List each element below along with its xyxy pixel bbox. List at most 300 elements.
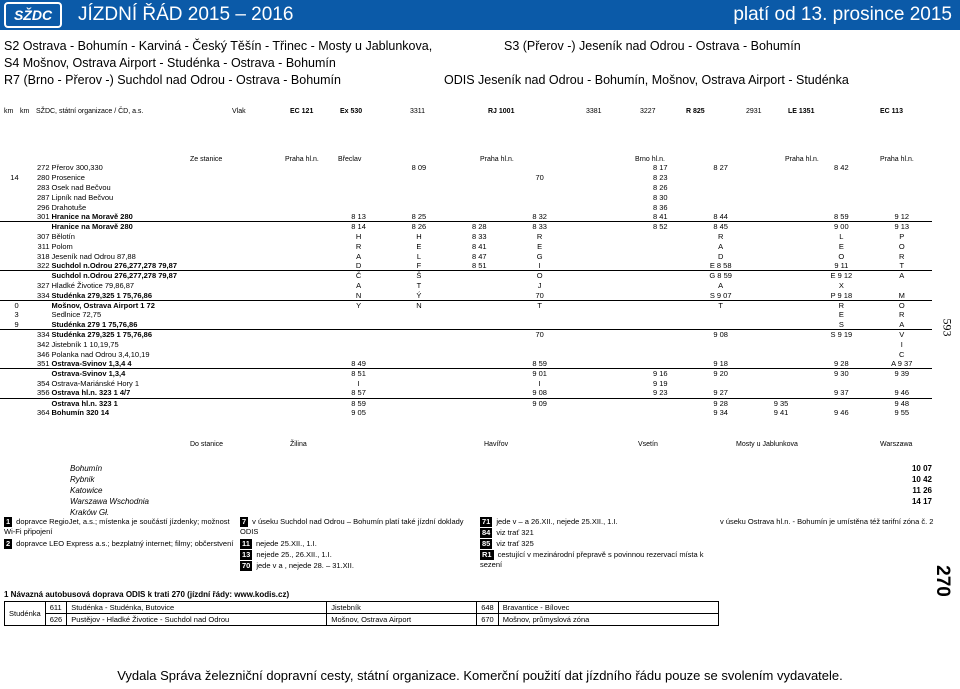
time-cell xyxy=(570,408,630,418)
time-cell xyxy=(449,173,509,183)
station-name: Hladké Životice 79,86,87 xyxy=(51,280,135,290)
km-cell xyxy=(0,369,20,379)
table-row xyxy=(0,281,932,291)
time-cell: Y xyxy=(356,300,362,310)
time-cell xyxy=(630,359,690,369)
time-cell: 8 33 xyxy=(532,222,547,232)
time-cell xyxy=(449,212,509,222)
time-cell xyxy=(449,290,509,300)
time-cell xyxy=(630,398,690,408)
time-cell: 9 18 xyxy=(713,359,728,369)
legend-item: 85 viz trať 325 xyxy=(482,539,534,548)
station-name: Studénka 279,325 1 75,76,86 xyxy=(51,290,153,300)
time-cell xyxy=(872,379,932,389)
km-cell xyxy=(0,349,20,359)
time-cell xyxy=(449,379,509,389)
km-cell xyxy=(20,398,51,408)
time-cell xyxy=(389,349,449,359)
km-cell xyxy=(0,232,20,242)
km-cell xyxy=(0,183,20,193)
km-cell: 3 xyxy=(14,310,19,320)
polish-time: 10 42 xyxy=(911,475,932,484)
time-cell xyxy=(751,330,811,340)
train-number: EC 113 xyxy=(880,108,903,115)
time-cell xyxy=(630,330,690,340)
time-cell xyxy=(389,339,449,349)
legend-item: 1 dopravce RegioJet, a.s.; místenka je součástí jízdenky; možnost Wi-Fi připojení xyxy=(4,517,230,536)
km-cell: 272 xyxy=(37,163,50,173)
bus-cell: Jistebník xyxy=(327,602,477,614)
szdc-logo: SŽDC xyxy=(4,2,62,28)
time-cell xyxy=(328,320,388,330)
time-cell xyxy=(328,192,388,202)
time-cell xyxy=(872,173,932,183)
time-cell: 8 09 xyxy=(411,163,427,173)
time-cell: E 8 58 xyxy=(709,261,732,271)
time-cell: N xyxy=(355,290,362,300)
time-cell xyxy=(690,339,750,349)
bus-cell: 648 xyxy=(477,602,499,614)
table-row xyxy=(0,241,932,251)
time-cell xyxy=(751,212,811,222)
time-cell xyxy=(690,320,750,330)
time-cell xyxy=(570,330,630,340)
time-cell: A xyxy=(899,319,905,329)
time-cell xyxy=(811,379,871,389)
time-cell: 8 33 xyxy=(471,231,487,241)
time-cell: L xyxy=(839,231,844,241)
km-cell: 307 xyxy=(37,231,50,241)
station-name: Lipník nad Bečvou xyxy=(51,192,114,202)
polish-station: Rybnik xyxy=(70,475,95,484)
time-cell: 9 28 xyxy=(713,398,728,408)
route-s2: S2 Ostrava - Bohumín - Karviná - Český Těšín - Třinec - Mosty u Jablunkova, xyxy=(4,39,433,53)
time-cell xyxy=(751,359,811,369)
time-cell xyxy=(570,388,630,398)
time-cell: O xyxy=(898,300,905,310)
bus-table xyxy=(4,601,719,626)
time-cell xyxy=(389,202,449,212)
time-cell: F xyxy=(416,261,422,271)
time-cell: 9 12 xyxy=(894,212,910,222)
table-row xyxy=(0,339,932,349)
time-cell: A xyxy=(899,271,905,281)
from-station: Praha hl.n. xyxy=(785,156,819,163)
table-row xyxy=(0,388,932,398)
km-cell xyxy=(0,261,20,271)
time-cell xyxy=(751,339,811,349)
from-label: Ze stanice xyxy=(190,156,223,163)
time-cell: P xyxy=(899,231,905,241)
time-cell xyxy=(690,173,750,183)
time-cell xyxy=(872,202,932,212)
legend-item: 71 jede v – a 26.XII., nejede 25.XII., 1.I. xyxy=(482,517,618,526)
time-cell xyxy=(751,202,811,212)
time-cell: 8 13 xyxy=(351,212,366,222)
time-cell xyxy=(389,408,449,418)
time-cell: 8 49 xyxy=(351,359,366,369)
station-name: Osek nad Bečvou xyxy=(51,182,111,192)
time-cell xyxy=(509,183,569,193)
time-cell: 8 59 xyxy=(834,212,849,222)
route-s4: S4 Mošnov, Ostrava Airport - Studénka - Ostrava - Bohumín xyxy=(4,56,336,70)
time-cell xyxy=(751,261,811,271)
time-cell: R xyxy=(355,241,362,251)
legend-item: 11 nejede 25.XII., 1.I. xyxy=(242,539,317,548)
train-number: Ex 530 xyxy=(340,108,363,115)
time-cell xyxy=(509,202,569,212)
time-cell: X xyxy=(838,280,844,290)
time-cell: R xyxy=(899,310,905,320)
time-cell xyxy=(570,359,630,369)
time-cell xyxy=(449,300,509,310)
time-cell xyxy=(389,173,449,183)
km-cell: 14 xyxy=(10,173,19,183)
train-label: Vlak xyxy=(232,108,246,115)
time-cell xyxy=(570,261,630,271)
time-cell xyxy=(449,320,509,330)
km-cell xyxy=(0,330,20,340)
time-cell: 9 19 xyxy=(653,378,668,388)
table-row xyxy=(0,379,932,389)
time-cell xyxy=(751,310,811,320)
km-cell: 283 xyxy=(37,182,50,192)
station-name: Bohumín 320 14 xyxy=(51,408,110,418)
time-cell xyxy=(690,349,750,359)
station-name: Jeseník nad Odrou 87,88 xyxy=(51,251,136,261)
station-name: Polom xyxy=(51,241,73,251)
time-cell: L xyxy=(416,251,422,261)
km-cell xyxy=(0,202,20,212)
km-cell: 311 xyxy=(37,241,50,251)
time-cell: J xyxy=(537,280,542,290)
km-cell xyxy=(0,398,20,408)
to-station: Žilina xyxy=(290,441,307,448)
time-cell: 9 13 xyxy=(894,222,910,232)
time-cell xyxy=(449,359,509,369)
time-cell xyxy=(570,349,630,359)
time-cell xyxy=(389,388,449,398)
time-cell: 8 45 xyxy=(713,222,728,232)
station-name: Drahotuše xyxy=(51,202,87,212)
time-cell: A xyxy=(356,251,362,261)
time-cell xyxy=(690,202,750,212)
time-cell xyxy=(690,192,750,202)
station-name: Bělotín xyxy=(51,231,75,241)
time-cell: R xyxy=(717,231,724,241)
from-station: Břeclav xyxy=(338,156,362,163)
time-cell xyxy=(389,310,449,320)
time-cell: 8 51 xyxy=(351,369,366,379)
time-cell: 9 28 xyxy=(834,359,849,369)
bus-station: Studénka xyxy=(5,602,46,626)
time-cell xyxy=(751,173,811,183)
time-cell xyxy=(449,408,509,418)
table-row xyxy=(0,222,932,232)
km2-label: km xyxy=(20,108,30,115)
km-cell xyxy=(20,271,51,281)
table-row xyxy=(0,349,932,359)
station-name: Jistebník 1 10,19,75 xyxy=(51,339,119,349)
km-cell xyxy=(0,241,20,251)
polish-station: Kraków Gł. xyxy=(70,508,110,517)
station-name: Suchdol n.Odrou 276,277,278 79,87 xyxy=(51,271,177,281)
station-name: Hranice na Moravě 280 xyxy=(51,222,133,232)
time-cell: P 9 18 xyxy=(830,290,853,300)
time-cell xyxy=(328,339,388,349)
time-cell xyxy=(449,310,509,320)
time-cell xyxy=(570,310,630,320)
time-cell xyxy=(570,202,630,212)
time-cell: E xyxy=(416,241,422,251)
time-cell xyxy=(509,349,569,359)
time-cell xyxy=(328,183,388,193)
time-cell xyxy=(389,369,449,379)
station-name: Mošnov, Ostrava Airport 1 72 xyxy=(51,300,155,310)
time-cell xyxy=(570,369,630,379)
km-label: km xyxy=(4,108,14,115)
time-cell xyxy=(570,251,630,261)
time-cell xyxy=(751,281,811,291)
time-cell xyxy=(449,330,509,340)
time-cell xyxy=(872,192,932,202)
time-cell: G xyxy=(536,251,543,261)
station-name: Ostrava hl.n. 323 1 4/7 xyxy=(51,388,131,398)
time-cell xyxy=(570,379,630,389)
time-cell: E xyxy=(537,241,543,251)
table-row xyxy=(0,251,932,261)
km-cell: 342 xyxy=(37,339,50,349)
time-cell xyxy=(690,379,750,389)
time-cell xyxy=(751,251,811,261)
train-number: EC 121 xyxy=(290,108,314,115)
km-cell xyxy=(0,359,20,369)
km-cell: 0 xyxy=(14,300,19,310)
time-cell: 8 36 xyxy=(653,202,668,212)
bus-cell: Studénka - Studénka, Butovice xyxy=(67,602,327,614)
legend-item: 7 v úseku Suchdol nad Odrou – Bohumín platí také jízdní doklady ODIS xyxy=(240,517,464,536)
station-name: Ostrava-Mariánské Hory 1 xyxy=(51,378,140,388)
time-cell xyxy=(630,408,690,418)
train-number: 3311 xyxy=(410,108,426,115)
time-cell: S 9 19 xyxy=(830,330,853,340)
time-cell: 9 16 xyxy=(653,369,668,379)
time-cell xyxy=(570,271,630,281)
time-cell xyxy=(570,212,630,222)
bus-note: 1 Návazná autobusová doprava ODIS k trati 270 (jízdní řády: www.kodis.cz) xyxy=(4,590,290,599)
time-cell xyxy=(509,320,569,330)
time-cell xyxy=(811,339,871,349)
time-cell xyxy=(630,271,690,281)
km-cell xyxy=(20,222,51,232)
table-row xyxy=(0,330,932,340)
time-cell: 70 xyxy=(535,290,544,300)
time-cell xyxy=(630,300,690,310)
table-row xyxy=(0,359,932,369)
time-cell: 9 48 xyxy=(894,398,910,408)
time-cell xyxy=(389,379,449,389)
time-cell: 9 08 xyxy=(532,388,547,398)
time-cell: I xyxy=(538,261,541,271)
time-cell: 9 11 xyxy=(834,261,849,271)
table-row xyxy=(0,369,932,379)
km-cell xyxy=(20,300,51,310)
top-bar xyxy=(0,0,960,30)
time-cell xyxy=(509,163,569,173)
time-cell xyxy=(630,241,690,251)
table-row xyxy=(0,212,932,222)
time-cell: 9 46 xyxy=(834,408,849,418)
time-cell: 9 46 xyxy=(894,388,910,398)
table-row xyxy=(0,398,932,408)
time-cell: Ý xyxy=(416,290,422,300)
time-cell xyxy=(389,183,449,193)
station-name: Prosenice xyxy=(51,173,85,183)
time-cell xyxy=(811,202,871,212)
time-cell xyxy=(449,202,509,212)
time-cell xyxy=(570,222,630,232)
time-cell xyxy=(751,163,811,173)
time-cell: T xyxy=(899,261,905,271)
station-name: Ostrava-Svinov 1,3,4 4 xyxy=(51,359,132,369)
to-label: Do stanice xyxy=(190,441,224,448)
time-cell: 8 28 xyxy=(471,222,487,232)
time-cell xyxy=(751,222,811,232)
time-cell: A xyxy=(718,241,724,251)
time-cell xyxy=(570,192,630,202)
km-cell xyxy=(0,379,20,389)
time-cell xyxy=(389,192,449,202)
time-cell: H xyxy=(416,231,422,241)
time-cell xyxy=(328,173,388,183)
time-cell xyxy=(509,408,569,418)
time-cell: 8 52 xyxy=(653,222,668,232)
table-row xyxy=(0,261,932,271)
train-number: 3227 xyxy=(640,108,656,115)
time-cell: 8 30 xyxy=(653,192,668,202)
time-cell xyxy=(630,251,690,261)
time-cell: N xyxy=(416,300,422,310)
time-cell xyxy=(449,271,509,281)
time-cell xyxy=(630,320,690,330)
station-name: Polanka nad Odrou 3,4,10,19 xyxy=(51,349,150,359)
time-cell xyxy=(751,241,811,251)
time-cell xyxy=(811,192,871,202)
time-cell: 9 05 xyxy=(351,408,366,418)
km-cell xyxy=(0,192,20,202)
time-cell: H xyxy=(355,231,362,241)
station-name: Suchdol n.Odrou 276,277,278 79,87 xyxy=(51,261,177,271)
time-cell: C xyxy=(899,349,905,359)
time-cell: D xyxy=(717,251,724,261)
bus-cell: Mošnov, průmyslová zóna xyxy=(498,614,718,626)
time-cell xyxy=(570,232,630,242)
time-cell: E xyxy=(838,241,844,251)
time-cell: 9 37 xyxy=(834,388,849,398)
time-cell xyxy=(630,232,690,242)
time-cell xyxy=(630,281,690,291)
table-row xyxy=(0,163,932,173)
time-cell xyxy=(570,300,630,310)
km-cell: 296 xyxy=(37,202,50,212)
time-cell xyxy=(570,290,630,300)
operator-label: SŽDC, státní organizace / ČD, a.s. xyxy=(36,108,144,115)
polish-time: 10 07 xyxy=(911,464,932,473)
time-cell: 8 14 xyxy=(351,222,366,232)
time-cell: E 9 12 xyxy=(830,271,853,281)
km-cell xyxy=(20,369,51,379)
time-cell xyxy=(570,163,630,173)
time-cell xyxy=(389,398,449,408)
legend-item: R1 cestující v mezinárodní přepravě s povinnou rezervací místa k sezení xyxy=(480,550,704,569)
time-cell: 9 55 xyxy=(894,408,910,418)
bus-cell: 670 xyxy=(477,614,499,626)
polish-times xyxy=(870,463,932,507)
time-cell: A xyxy=(356,280,362,290)
km-cell: 364 xyxy=(37,408,50,418)
line-number: 270 xyxy=(932,565,954,597)
table-row xyxy=(0,232,932,242)
time-cell xyxy=(751,271,811,281)
time-cell: 8 47 xyxy=(471,251,487,261)
station-name: Sedlnice 72,75 xyxy=(51,310,102,320)
time-cell: 9 39 xyxy=(894,369,910,379)
table-row xyxy=(0,310,932,320)
km-cell: 354 xyxy=(37,378,50,388)
page-number: 593 xyxy=(940,318,955,337)
time-cell xyxy=(389,320,449,330)
time-cell xyxy=(690,183,750,193)
time-cell xyxy=(751,183,811,193)
km-cell: 301 xyxy=(37,212,50,222)
time-cell: 8 59 xyxy=(351,398,366,408)
time-cell xyxy=(751,379,811,389)
km-cell xyxy=(0,339,20,349)
time-cell xyxy=(449,281,509,291)
bus-cell: 626 xyxy=(45,614,67,626)
timetable xyxy=(0,163,932,418)
time-cell xyxy=(449,163,509,173)
time-cell xyxy=(509,310,569,320)
from-station: Praha hl.n. xyxy=(480,156,514,163)
km-cell: 280 xyxy=(37,173,50,183)
time-cell: 8 27 xyxy=(713,163,728,173)
to-station: Vsetín xyxy=(638,441,658,448)
to-station: Warszawa xyxy=(880,441,913,448)
km-cell: 334 xyxy=(37,290,50,300)
time-cell xyxy=(872,281,932,291)
time-cell xyxy=(751,300,811,310)
time-cell: 8 26 xyxy=(411,222,427,232)
polish-station: Bohumín xyxy=(70,464,103,473)
time-cell xyxy=(328,330,388,340)
time-cell xyxy=(328,310,388,320)
train-number: 2931 xyxy=(746,108,762,115)
km-cell: 346 xyxy=(37,349,50,359)
legend-item: 84 viz trať 321 xyxy=(482,528,534,537)
time-cell: S 9 07 xyxy=(709,290,732,300)
time-cell: 9 27 xyxy=(713,388,728,398)
time-cell xyxy=(570,320,630,330)
time-cell xyxy=(570,183,630,193)
km-cell xyxy=(0,222,20,232)
time-cell xyxy=(449,339,509,349)
km-cell xyxy=(0,281,20,291)
table-row xyxy=(0,192,932,202)
time-cell: 9 34 xyxy=(713,408,728,418)
time-cell: 8 32 xyxy=(532,212,547,222)
time-cell xyxy=(570,173,630,183)
